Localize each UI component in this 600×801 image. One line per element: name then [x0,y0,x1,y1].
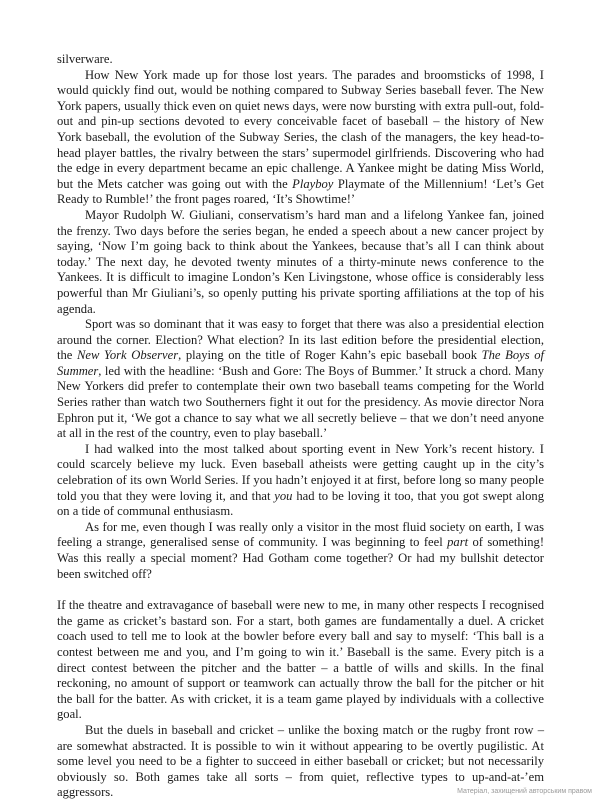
paragraph-2: Mayor Rudolph W. Giuliani, conservatism’s hard man and a lifelong Yankee fan, joined the frenzy. Two days before the series began, he ended a speech about a new cancer project by saying, ‘Now I’m going back to think about the Yankees, because that’s all I can think about today.’ The next day, he devoted twenty minutes of a thirty-minute news conference to the Yankees. It is difficult to imagine London’s Ken Livingstone, whose office is considerably less powerful than Mr Giuliani’s, so openly putting his private sporting affiliations at the top of his agenda. [57,207,544,316]
paragraph-1-italic: Playboy [292,176,334,191]
paragraph-6: If the theatre and extravagance of baseball were new to me, in many other respects I recognised the game as cricket’s bastard son. For a start, both games are fundamentally a duel. A cricket coach used to tell me to look at the bowler before every ball and say to myself: ‘This ball is a contest between me and you, and I’m going to win it.’ Baseball is the same. Every pitch is a direct contest between the pitcher and the batter – a battle of wills and skills. In the final reckoning, no amount of support or teamwork can actually throw the ball for the pitcher or hit the ball for the batter. As with cricket, it is a team game played by individuals with a collective goal. [57,598,544,722]
paragraph-4-text-a: I had walked into the most talked about sporting event in New York’s recent history. I could scarcely believe my luck. Even baseball atheists were getting caught up in the city’s celebration of its own World Series. If you hadn’t enjoyed it at first, before long so many people told you that they were loving it, and that [57,441,544,503]
paragraph-1-tail: Playmate of the Millennium! ‘Let’s Get Ready to Rumble!’ the front pages roared, ‘It’s Showtime!’ [57,176,545,207]
paragraph-3-italic-1: New York Observer [77,348,179,363]
paragraph-3 [57,317,544,442]
paragraph-5-italic: part [447,535,469,550]
paragraph-3-italic-2: The Boys of Summer [57,348,545,378]
paragraph-4-text-b: had to be loving it too, that you got swept along on a tide of communal enthusiasm. [57,488,545,519]
book-page [57,52,544,801]
paragraph-3-text-b: , playing on the title of Roger Kahn’s epic baseball book [178,348,478,363]
paragraph-5-text-a: As for me, even though I was really only a visitor in the most fluid society on earth, I was feeling a strange, generalised sense of community. I was beginning to feel [57,519,544,550]
paragraph-5-text-b: of something! Was this really a special moment? Had Gotham come together? Or had my bullshit detector been switched off? [57,535,545,581]
section-break [57,582,544,598]
paragraph-1-text: How New York made up for those lost years. The parades and broomsticks of 1998, I would quickly find out, would be nothing compared to Subway Series baseball fever. The New York papers, usually thick even on quiet news days, were now bursting with extra pull-out, fold-out and pin-up sections devoted to every conceivable facet of baseball – the history of New York baseball, the evolution of the Subway Series, the clash of the managers, the key head-to-head player battles, the rivalry between the stars’ supermodel girlfriends. Discovering who had the edge in every department became an epic challenge. A Yankee might be dating Miss World, but the Mets catcher was going out with the [57,67,544,191]
paragraph-7: But the duels in baseball and cricket – unlike the boxing match or the rugby front row – are somewhat abstracted. It is possible to win it without appearing to be overtly pugilistic. At some level you need to be a fighter to succeed in either baseball or cricket; but not necessarily obviously so. Both games take all sorts – from quiet, reflective types to up-and-at-’em aggressors. [57,722,544,800]
paragraph-3-text-c: , led with the headline: ‘Bush and Gore: The Boys of Bummer.’ It struck a chord. Many New Yorkers did prefer to contemplate their own two baseball teams competing for the World Series rather than watch two Southerners fight it out for the presidency. As movie director Nora Ephron put it, ‘We got a chance to say what we all secretly believe – that we don’t need anyone at all in the rest of the country, even to play baseball.’ [57,363,544,441]
paragraph-5 [57,520,544,582]
paragraph-0: silverware. [57,52,113,66]
paragraph-4-italic: you [274,488,293,503]
copyright-watermark: Матеріал, захищений авторським правом [457,788,592,795]
paragraph-1 [57,68,544,208]
paragraph-3-text-a: Sport was so dominant that it was easy to forget that there was also a presidential election around the corner. Election? What election? In its last edition before the presidential election, the [57,317,544,363]
paragraph-4 [57,442,544,520]
